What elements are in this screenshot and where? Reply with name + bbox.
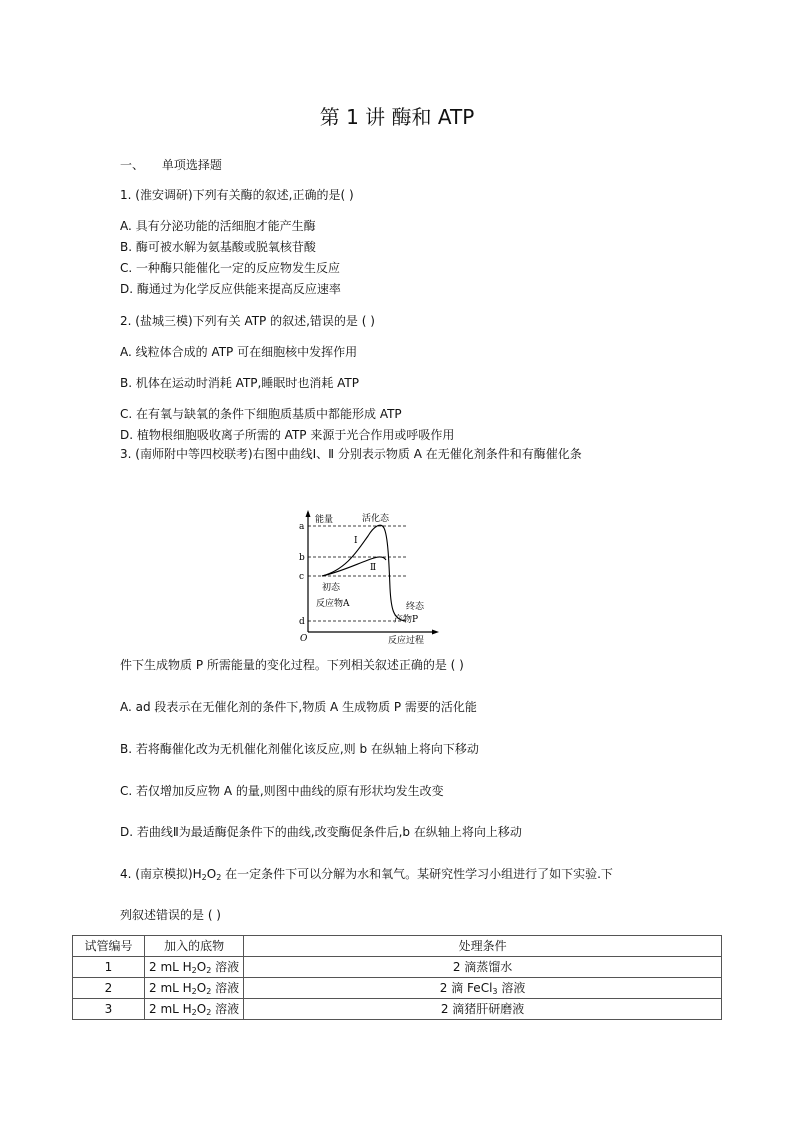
- tube-number: 2: [73, 978, 145, 999]
- q1-option-c: C. 一种酶只能催化一定的反应物发生反应: [120, 261, 341, 275]
- initial-state-label: 初态: [322, 583, 341, 593]
- section-label: 单项选择题: [161, 158, 222, 172]
- x-axis-title: 反应过程: [388, 636, 425, 646]
- level-d-label: d: [299, 617, 305, 627]
- substrate-cell: 2 mL $H_2O_2$ 溶液: [145, 999, 244, 1020]
- y-axis-title: 能量: [315, 515, 334, 525]
- q3-option-a: A. ad 段表示在无催化剂的条件下,物质 A 生成物质 P 需要的活化能: [120, 700, 477, 714]
- q4-stem-suffix: 在一定条件下可以分解为水和氧气。某研究性学习小组进行了如下实验.下: [221, 867, 613, 881]
- q1-option-d: D. 酶通过为化学反应供能来提高反应速率: [120, 282, 341, 296]
- peak-label: 活化态: [362, 514, 390, 524]
- section-heading: [120, 157, 222, 173]
- q4-stem-line2: 列叙述错误的是 ( ): [120, 908, 221, 922]
- q4-stem-sub2: 2: [216, 873, 222, 882]
- page-title: 第 1 讲 酶和 ATP: [319, 105, 475, 129]
- curve-2: [322, 557, 386, 576]
- tube-number: 3: [73, 999, 145, 1020]
- origin-label: O: [300, 634, 308, 644]
- q3-stem-line2: 件下生成物质 P 所需能量的变化过程。下列相关叙述正确的是 ( ): [120, 658, 464, 672]
- x-axis-arrow: [432, 630, 439, 635]
- q2-stem: 2. (盐城三模)下列有关 ATP 的叙述,错误的是 ( ): [120, 314, 375, 328]
- condition-cell: 2 滴蒸馏水: [244, 957, 722, 978]
- level-c-label: c: [299, 572, 305, 582]
- curve-2-label: Ⅱ: [370, 563, 377, 573]
- q4-stem-mid: O: [206, 867, 217, 881]
- q1-option-b: B. 酶可被水解为氨基酸或脱氧核苷酸: [120, 240, 316, 254]
- y-axis-arrow: [306, 510, 311, 517]
- energy-diagram: [296, 508, 446, 650]
- q2-option-d: D. 植物根细胞吸收离子所需的 ATP 来源于光合作用或呼吸作用: [120, 428, 455, 442]
- substrate-cell: 2 mL $H_2O_2$ 溶液: [145, 978, 244, 999]
- q4-stem-line1: [120, 866, 613, 882]
- condition-cell: 2 滴 FeCl$_3$ 溶液: [244, 978, 722, 999]
- product-label: 产物P: [394, 615, 419, 625]
- tube-number: 1: [73, 957, 145, 978]
- final-state-label: 终态: [406, 602, 425, 612]
- q3-option-b: B. 若将酶催化改为无机催化剂催化该反应,则 b 在纵轴上将向下移动: [120, 742, 479, 756]
- level-a-label: a: [299, 522, 305, 532]
- header-condition: 处理条件: [244, 936, 722, 957]
- table-row: [73, 999, 722, 1020]
- q2-option-a: A. 线粒体合成的 ATP 可在细胞核中发挥作用: [120, 345, 358, 359]
- q3-option-c: C. 若仅增加反应物 A 的量,则图中曲线的原有形状均发生改变: [120, 784, 444, 798]
- q4-stem-prefix: 4. (南京模拟)H: [120, 867, 202, 881]
- table-row: [73, 978, 722, 999]
- q1-stem: 1. (淮安调研)下列有关酶的叙述,正确的是( ): [120, 188, 354, 202]
- section-number: 一、: [120, 158, 145, 172]
- q2-option-b: B. 机体在运动时消耗 ATP,睡眠时也消耗 ATP: [120, 376, 359, 390]
- reactant-label: 反应物A: [316, 599, 350, 609]
- header-substrate: 加入的底物: [145, 936, 244, 957]
- q3-stem-line1: 3. (南师附中等四校联考)右图中曲线Ⅰ、Ⅱ 分别表示物质 A 在无催化剂条件和有酶催化条: [120, 447, 582, 461]
- table-header-row: [73, 936, 722, 957]
- q2-option-c: C. 在有氧与缺氧的条件下细胞质基质中都能形成 ATP: [120, 407, 402, 421]
- condition-cell: 2 滴猪肝研磨液: [244, 999, 722, 1020]
- q3-option-d: D. 若曲线Ⅱ为最适酶促条件下的曲线,改变酶促条件后,b 在纵轴上将向上移动: [120, 825, 522, 839]
- table-row: [73, 957, 722, 978]
- q1-option-a: A. 具有分泌功能的活细胞才能产生酶: [120, 219, 316, 233]
- level-b-label: b: [299, 553, 305, 563]
- curve-1-label: Ⅰ: [354, 536, 358, 546]
- substrate-cell: 2 mL $H_2O_2$ 溶液: [145, 957, 244, 978]
- header-tube-number: 试管编号: [73, 936, 145, 957]
- experiment-table: [72, 935, 722, 1020]
- q4-stem-sub: 2: [201, 873, 207, 882]
